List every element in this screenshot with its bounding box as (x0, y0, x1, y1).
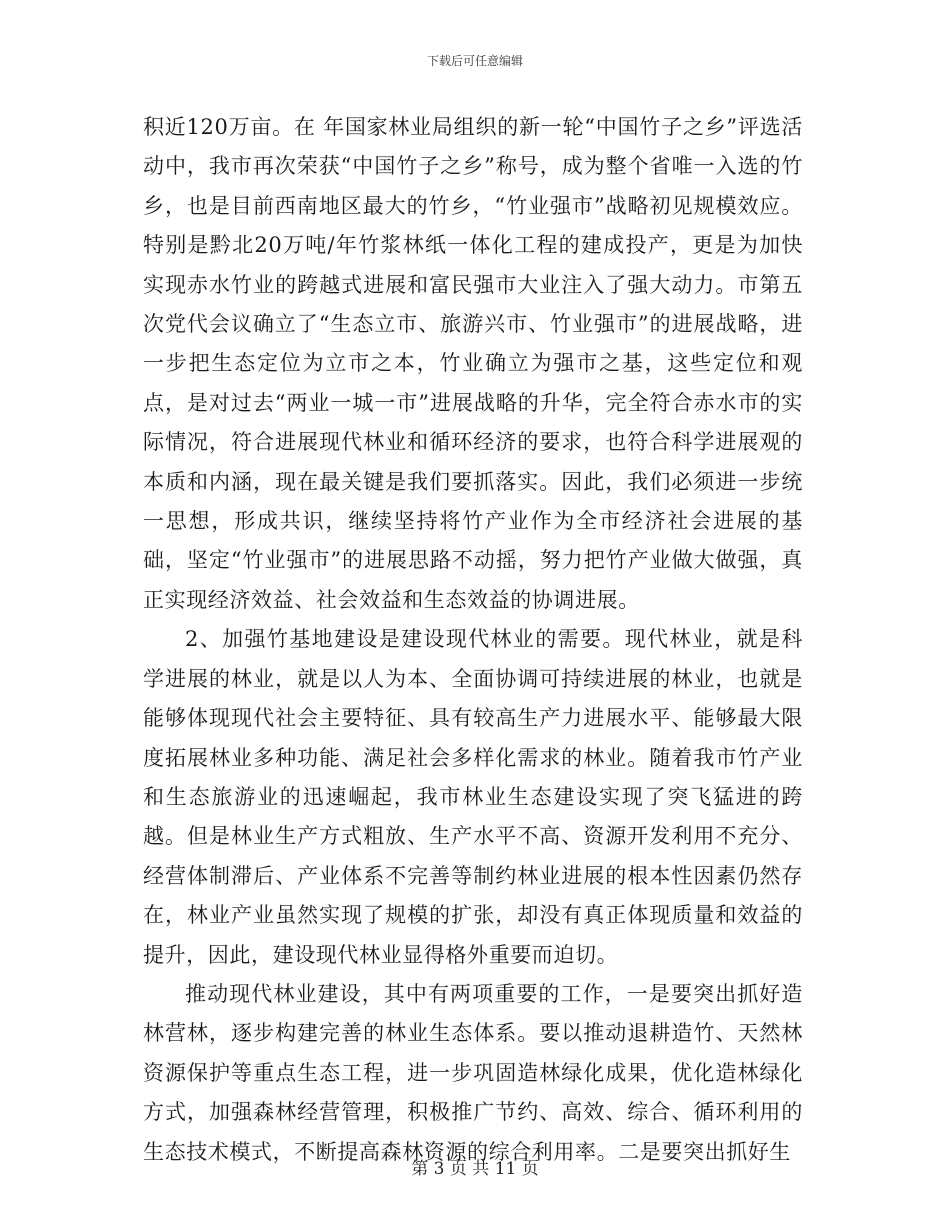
body-paragraph-2: 2、加强竹基地建设是建设现代林业的需要。现代林业，就是科学进展的林业，就是以人为本、全面协调可持续进展的林业，也就是能够体现现代社会主要特征、具有较高生产力进展水平、能够最大限度拓展林业多种功能、满足社会多样化需求的林业。随着我市竹产业和生态旅游业的迅速崛起，我市林业生态建设实现了突飞猛进的跨越。但是林业生产方式粗放、生产水平不高、资源开发利用不充分、经营体制滞后、产业体系不完善等制约林业进展的根本性因素仍然存在，林业产业虽然实现了规模的扩张，却没有真正体现质量和效益的提升，因此，建设现代林业显得格外重要而迫切。 (143, 627, 803, 967)
body-paragraph-3: 推动现代林业建设，其中有两项重要的工作，一是要突出抓好造林营林，逐步构建完善的林业生态体系。要以推动退耕造竹、天然林资源保护等重点生态工程，进一步巩固造林绿化成果，优化造林绿化方式，加强森林经营管理，积极推广节约、高效、综合、循环利用的生态技术模式，不断提高森林资源的综合利用率。二是要突出抓好生 (143, 981, 803, 1164)
body-paragraph-1: 积近120万亩。在 年国家林业局组织的新一轮“中国竹子之乡”评选活动中，我市再次荣获“中国竹子之乡”称号，成为整个省唯一入选的竹乡，也是目前西南地区最大的竹乡，“竹业强市”战略初见规模效应。特别是黔北20万吨/年竹浆林纸一体化工程的建成投产，更是为加快实现赤水竹业的跨越式进展和富民强市大业注入了强大动力。市第五次党代会议确立了“生态立市、旅游兴市、竹业强市”的进展战略，进一步把生态定位为立市之本，竹业确立为强市之基，这些定位和观点，是对过去“两业一城一市”进展战略的升华，完全符合赤水市的实际情况，符合进展现代林业和循环经济的要求，也符合科学进展观的本质和内涵，现在最关键是我们要抓落实。因此，我们必须进一步统一思想，形成共识，继续坚持将竹产业作为全市经济社会进展的基础，坚定“竹业强市”的进展思路不动摇，努力把竹产业做大做强，真正实现经济效益、社会效益和生态效益的协调进展。 (143, 115, 803, 612)
page-number-footer: 第 3 页 共 11 页 (411, 1159, 539, 1179)
document-body (143, 108, 803, 1172)
page-header-note: 下载后可任意编辑 (426, 54, 523, 68)
